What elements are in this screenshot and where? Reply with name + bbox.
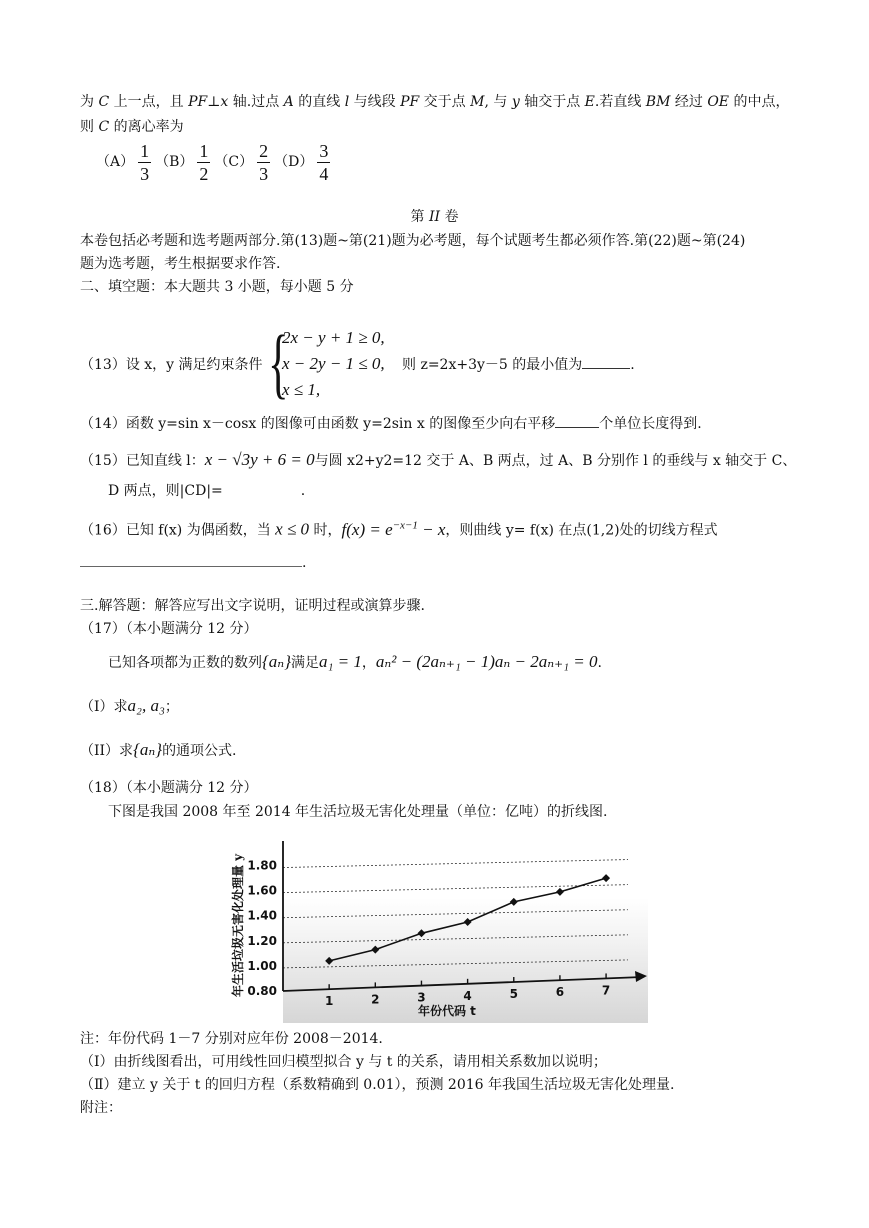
q12-line1-part: M <box>470 94 485 110</box>
q13-cond2: x − 2y − 1 ≤ 0, <box>282 354 385 373</box>
y-tick-label: 1.80 <box>247 858 277 873</box>
option-a-label: （A） <box>96 154 135 170</box>
q12-line1-part: x <box>220 94 229 110</box>
q17-part1: （I）求a₂, a₃； <box>80 696 179 715</box>
x-tick-label: 1 <box>324 994 334 1009</box>
y-tick-label: 1.20 <box>247 933 277 948</box>
q12-line1-part: , 与 <box>484 94 512 110</box>
q13-answer-blank[interactable] <box>582 368 630 369</box>
q12-line1-part: OE <box>707 94 730 110</box>
q12-line1-part: y <box>511 94 520 110</box>
q12-line1-part: ⊥ <box>207 94 221 110</box>
q12-line1-part: 上一点，且 <box>109 94 189 110</box>
option-d-fraction: $\frac{3}{4}$ <box>319 140 329 184</box>
q12-line1-part: PF <box>400 94 420 110</box>
x-tick-label: 2 <box>371 992 380 1007</box>
y-tick-label: 1.40 <box>247 908 277 923</box>
option-a-fraction: $\frac{1}{3}$ <box>140 140 150 184</box>
part2-intro-line2: 题为选考题，考生根据要求作答. <box>80 256 281 272</box>
q15-line2: D 两点，则|CD|= . <box>108 483 306 499</box>
q16-formula: $f(x) = e^{-x-1} - x$ <box>341 519 446 539</box>
x-tick-label: 4 <box>463 988 472 1003</box>
q13-cond3: x ≤ 1, <box>282 380 321 399</box>
q13-brace: { <box>268 319 289 406</box>
q15-line1: （15）已知直线 l：x − √3y + 6 = 0与圆 x2+y2=12 交于 A、B 两点，过 A、B 分别作 l 的垂线与 x 轴交于 C、 <box>80 450 797 469</box>
q12-line1-part: l <box>344 94 350 110</box>
q18-part1: （Ⅰ）由折线图看出，可用线性回归模型拟合 y 与 t 的关系，请用相关系数加以说明； <box>80 1054 607 1070</box>
x-tick-label: 6 <box>555 985 565 1000</box>
q12-line1-part: 为 <box>80 94 99 110</box>
q14: （14）函数 y=sin x－cosx 的图像可由函数 y=2sin x 的图像至少向右平移 个单位长度得到. <box>80 416 702 432</box>
option-b-label: （B） <box>155 154 194 170</box>
x-axis-label: 年份代码 t <box>418 1004 476 1018</box>
option-b-fraction: $\frac{1}{2}$ <box>199 140 209 184</box>
q12-line2: 则 C 的离心率为 <box>80 119 184 135</box>
q17-part2: （II）求{aₙ}的通项公式. <box>80 740 237 759</box>
q17-body: 已知各项都为正数的数列{aₙ}满足a₁ = 1，aₙ² − (2aₙ₊₁ − 1)aₙ − 2aₙ₊₁ = 0. <box>108 652 602 671</box>
option-c-fraction: $\frac{2}{3}$ <box>259 140 269 184</box>
y-tick-labels <box>247 859 277 998</box>
option-c-label: （C） <box>214 154 254 170</box>
section2-heading: 二、填空题：本大题共 3 小题，每小题 5 分 <box>80 279 354 295</box>
q12-line1-part: BM <box>645 94 671 110</box>
section3-heading: 三.解答题：解答应写出文字说明，证明过程或演算步骤. <box>80 598 425 614</box>
q16-line2: . <box>80 553 306 573</box>
q12-line1-part: C <box>98 94 110 110</box>
q13-lead: （13）设 x，y 满足约束条件 <box>80 357 263 373</box>
q18-intro: 下图是我国 2008 年至 2014 年生活垃圾无害化处理量（单位：亿吨）的折线图. <box>108 804 608 820</box>
q12-line1-part: PF <box>188 94 208 110</box>
q13-cond1: 2x − y + 1 ≥ 0, <box>282 328 385 347</box>
q12-line1-part: 经过 <box>670 94 708 110</box>
q18-header: （18）（本小题满分 12 分） <box>80 780 258 796</box>
part2-intro-line1: 本卷包括必考题和选考题两部分.第(13)题~第(21)题为必考题，每个试题考生都必须作答.第(22)题~第(24) <box>80 233 746 249</box>
q12-line1-part: .若直线 <box>594 94 646 110</box>
q18-appendix: 附注： <box>80 1100 122 1116</box>
q18-note: 注：年份代码 1－7 分别对应年份 2008－2014. <box>80 1031 383 1047</box>
x-tick-label: 7 <box>601 983 611 998</box>
q12-line1 <box>80 92 789 112</box>
option-d-label: （D） <box>274 154 314 170</box>
q12-line1-part: 轴交于点 <box>519 94 585 110</box>
x-tick-label: 5 <box>509 987 518 1002</box>
q15-equation: x − √3y + 6 = 0 <box>204 450 315 469</box>
q12-line1-part: 轴.过点 <box>228 94 284 110</box>
q18-part2: （Ⅱ）建立 y 关于 t 的回归方程（系数精确到 0.01），预测 2016 年我国生活垃圾无害化处理量. <box>80 1077 675 1093</box>
q13-tail: 则 z=2x+3y－5 的最小值为 . <box>402 357 635 373</box>
gridline <box>283 860 628 868</box>
q12-line1-part: 交于点 <box>419 94 471 110</box>
data-point <box>602 874 610 882</box>
q12-line1-part: A <box>283 94 294 110</box>
q12-options <box>96 138 334 186</box>
y-tick-label: 0.80 <box>247 984 277 998</box>
q12-line1-part: E <box>584 94 595 110</box>
q17-header: （17）（本小题满分 12 分） <box>80 621 258 637</box>
gridline <box>283 885 628 893</box>
part2-title: 第 II 卷 <box>410 209 459 225</box>
x-tick-label: 3 <box>417 990 426 1005</box>
data-point <box>556 888 564 896</box>
y-tick-label: 1.00 <box>247 958 277 973</box>
q12-line1-part: 的中点， <box>729 94 790 110</box>
q12-line1-part: 的直线 <box>293 94 345 110</box>
q12-line1-part: 与线段 <box>349 94 401 110</box>
q14-answer-blank[interactable] <box>555 427 599 428</box>
y-axis-label: 年生活垃圾无害化处理量 y <box>231 853 245 997</box>
line-chart <box>228 833 648 1023</box>
q16-answer-blank[interactable] <box>80 566 302 567</box>
q16-line1: （16）已知 f(x) 为偶函数，当 x ≤ 0 时，$f(x) = e^{-x-1} - x$，则曲线 y= f(x) 在点(1,2)处的切线方程式 <box>80 519 718 539</box>
y-tick-label: 1.60 <box>247 883 277 898</box>
